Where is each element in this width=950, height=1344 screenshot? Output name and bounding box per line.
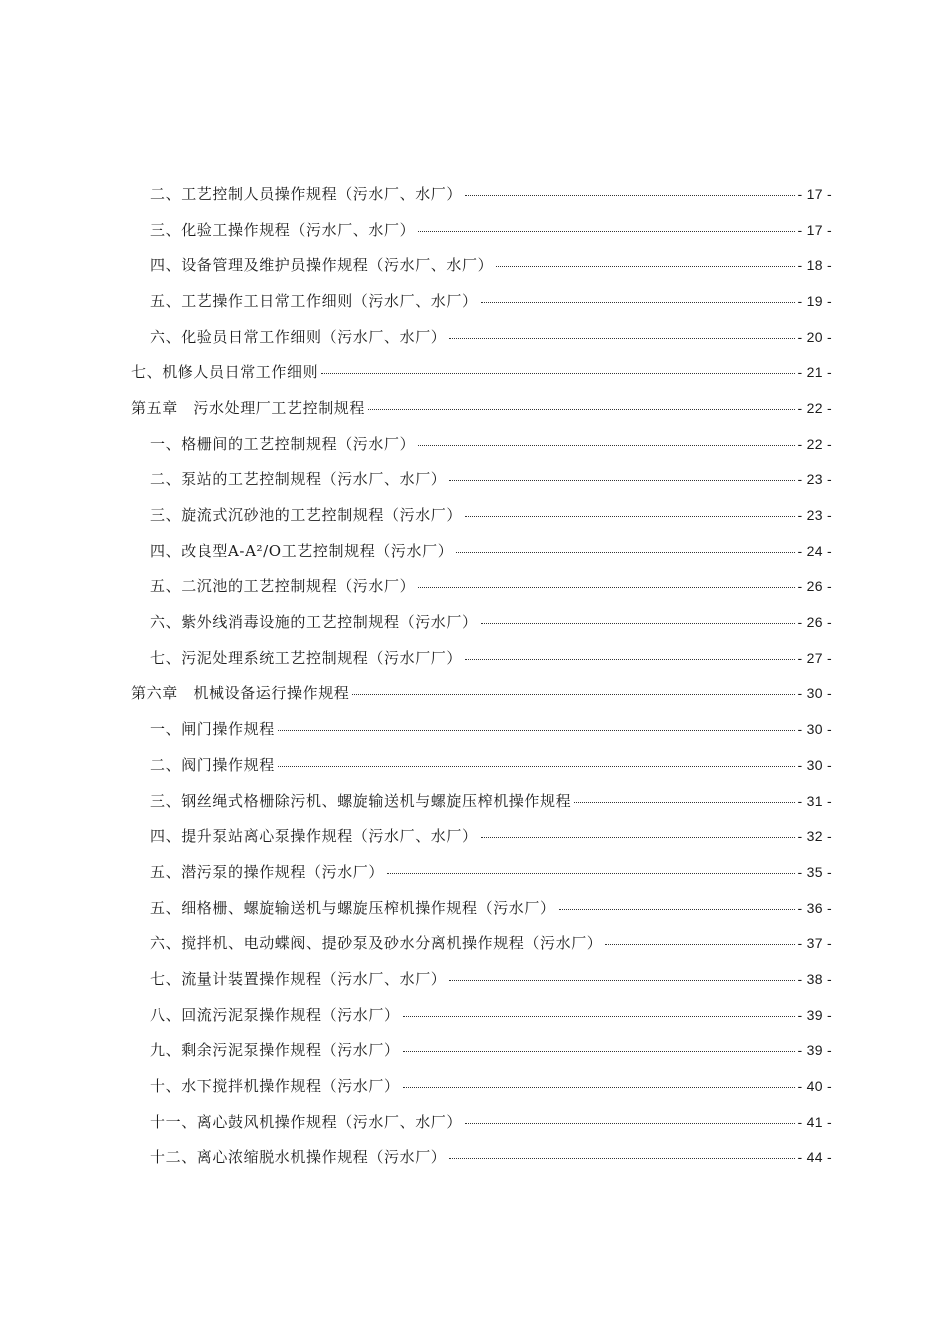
toc-page-number: - 24 - bbox=[797, 542, 832, 559]
toc-page-number: - 26 - bbox=[797, 578, 832, 595]
toc-entry-title[interactable]: 四、改良型A-A²/O工艺控制规程（污水厂） bbox=[150, 541, 454, 560]
toc-page-number: - 20 - bbox=[797, 328, 832, 345]
toc-entry-title[interactable]: 五、潜污泵的操作规程（污水厂） bbox=[150, 862, 385, 881]
toc-page-number: - 31 - bbox=[797, 792, 832, 809]
toc-dot-leader bbox=[481, 837, 795, 838]
toc-dot-leader bbox=[403, 1016, 795, 1017]
toc-dot-leader bbox=[418, 587, 794, 588]
toc-dot-leader bbox=[559, 909, 795, 910]
toc-entry[interactable] bbox=[0, 890, 950, 926]
toc-entry[interactable] bbox=[0, 426, 950, 462]
toc-dot-leader bbox=[496, 266, 794, 267]
toc-entry-line bbox=[150, 755, 832, 775]
toc-entry[interactable] bbox=[0, 1104, 950, 1140]
toc-dot-leader bbox=[481, 302, 795, 303]
toc-entry-line bbox=[150, 862, 832, 882]
toc-entry-title[interactable]: 十一、离心鼓风机操作规程（污水厂、水厂） bbox=[150, 1112, 463, 1131]
toc-entry-title[interactable]: 二、阀门操作规程 bbox=[150, 755, 275, 774]
toc-entry[interactable] bbox=[0, 533, 950, 569]
toc-page-number: - 40 - bbox=[797, 1078, 832, 1095]
toc-entry-line bbox=[150, 1112, 832, 1132]
toc-dot-leader bbox=[278, 766, 795, 767]
toc-entry[interactable] bbox=[0, 1140, 950, 1176]
toc-entry[interactable] bbox=[0, 783, 950, 819]
toc-entry[interactable] bbox=[0, 212, 950, 248]
toc-page-number: - 30 - bbox=[797, 721, 832, 738]
toc-entry-line bbox=[150, 898, 832, 918]
toc-entry-line bbox=[150, 1005, 832, 1025]
toc-entry[interactable] bbox=[0, 569, 950, 605]
toc-entry[interactable] bbox=[0, 818, 950, 854]
toc-entry[interactable] bbox=[0, 1068, 950, 1104]
toc-dot-leader bbox=[418, 231, 794, 232]
toc-entry-line bbox=[150, 1076, 832, 1096]
toc-entry-title[interactable]: 六、搅拌机、电动蝶阀、提砂泵及砂水分离机操作规程（污水厂） bbox=[150, 934, 603, 953]
toc-entry-title[interactable]: 三、钢丝绳式格栅除污机、螺旋输送机与螺旋压榨机操作规程 bbox=[150, 791, 572, 810]
toc-entry-title[interactable]: 十、水下搅拌机操作规程（污水厂） bbox=[150, 1077, 400, 1096]
toc-page-number: - 36 - bbox=[797, 899, 832, 916]
toc-entry-line bbox=[150, 220, 832, 240]
toc-entry-title[interactable]: 七、机修人员日常工作细则 bbox=[131, 363, 319, 382]
toc-entry-line bbox=[150, 434, 832, 454]
toc-entry-line bbox=[131, 362, 832, 382]
toc-entry-title[interactable]: 七、污泥处理系统工艺控制规程（污水厂厂） bbox=[150, 648, 463, 667]
toc-entry[interactable] bbox=[0, 747, 950, 783]
toc-dot-leader bbox=[449, 480, 794, 481]
toc-page-number: - 21 - bbox=[797, 364, 832, 381]
toc-entry-line bbox=[150, 576, 832, 596]
toc-entry-line bbox=[150, 541, 832, 561]
toc-page-number: - 30 - bbox=[797, 685, 832, 702]
toc-page-number: - 39 - bbox=[797, 1042, 832, 1059]
toc-page-number: - 39 - bbox=[797, 1006, 832, 1023]
toc-entry-title[interactable]: 五、工艺操作工日常工作细则（污水厂、水厂） bbox=[150, 291, 478, 310]
toc-entry-line bbox=[150, 255, 832, 275]
toc-entry-line bbox=[150, 469, 832, 489]
toc-entry-line bbox=[131, 683, 832, 703]
toc-entry-line bbox=[150, 826, 832, 846]
toc-entry-title[interactable]: 第五章 污水处理厂工艺控制规程 bbox=[131, 398, 366, 417]
toc-entry-title[interactable]: 八、回流污泥泵操作规程（污水厂） bbox=[150, 1005, 400, 1024]
toc-entry-line bbox=[150, 719, 832, 739]
toc-dot-leader bbox=[605, 944, 794, 945]
toc-page-number: - 30 - bbox=[797, 756, 832, 773]
toc-entry[interactable] bbox=[0, 462, 950, 498]
toc-page-number: - 35 - bbox=[797, 863, 832, 880]
toc-entry-title[interactable]: 六、化验员日常工作细则（污水厂、水厂） bbox=[150, 327, 447, 346]
toc-entry-title[interactable]: 四、设备管理及维护员操作规程（污水厂、水厂） bbox=[150, 256, 494, 275]
toc-dot-leader bbox=[465, 1123, 795, 1124]
toc-entry-title[interactable]: 四、提升泵站离心泵操作规程（污水厂、水厂） bbox=[150, 827, 478, 846]
toc-entry[interactable] bbox=[0, 390, 950, 426]
toc-entry-title[interactable]: 二、泵站的工艺控制规程（污水厂、水厂） bbox=[150, 470, 447, 489]
toc-entry-title[interactable]: 六、紫外线消毒设施的工艺控制规程（污水厂） bbox=[150, 613, 478, 632]
toc-entry[interactable] bbox=[0, 319, 950, 355]
toc-entry-line bbox=[150, 184, 832, 204]
toc-dot-leader bbox=[449, 980, 794, 981]
toc-entry-line bbox=[131, 398, 832, 418]
toc-entry-title[interactable]: 三、化验工操作规程（污水厂、水厂） bbox=[150, 220, 416, 239]
toc-entry-line bbox=[150, 648, 832, 668]
toc-page-number: - 22 - bbox=[797, 399, 832, 416]
toc-dot-leader bbox=[387, 873, 795, 874]
toc-page-number: - 44 - bbox=[797, 1149, 832, 1166]
toc-entry[interactable] bbox=[0, 961, 950, 997]
toc-page-number: - 26 - bbox=[797, 614, 832, 631]
toc-dot-leader bbox=[449, 338, 794, 339]
toc-entry[interactable] bbox=[0, 176, 950, 212]
toc-entry-line bbox=[150, 1147, 832, 1167]
toc-page-number: - 23 - bbox=[797, 507, 832, 524]
toc-entry-line bbox=[150, 291, 832, 311]
toc-entry-title[interactable]: 七、流量计装置操作规程（污水厂、水厂） bbox=[150, 969, 447, 988]
toc-entry-line bbox=[150, 791, 832, 811]
toc-dot-leader bbox=[403, 1051, 795, 1052]
toc-entry[interactable] bbox=[0, 283, 950, 319]
toc-entry-title[interactable]: 一、格栅间的工艺控制规程（污水厂） bbox=[150, 434, 416, 453]
toc-entry-title[interactable]: 九、剩余污泥泵操作规程（污水厂） bbox=[150, 1041, 400, 1060]
toc-page-number: - 23 - bbox=[797, 471, 832, 488]
toc-dot-leader bbox=[465, 659, 795, 660]
toc-entry-line bbox=[150, 969, 832, 989]
toc-entry-line bbox=[150, 1040, 832, 1060]
toc-entry[interactable] bbox=[0, 854, 950, 890]
toc-entry-line bbox=[150, 505, 832, 525]
toc-dot-leader bbox=[368, 409, 795, 410]
table-of-contents bbox=[0, 176, 950, 1175]
toc-entry-title[interactable]: 第六章 机械设备运行操作规程 bbox=[131, 684, 350, 703]
toc-entry[interactable] bbox=[0, 997, 950, 1033]
toc-dot-leader bbox=[456, 552, 794, 553]
toc-page-number: - 27 - bbox=[797, 649, 832, 666]
toc-entry-title[interactable]: 一、闸门操作规程 bbox=[150, 720, 275, 739]
toc-dot-leader bbox=[403, 1087, 795, 1088]
toc-entry-line bbox=[150, 612, 832, 632]
toc-entry[interactable] bbox=[0, 1033, 950, 1069]
toc-page-number: - 17 - bbox=[797, 221, 832, 238]
toc-page-number: - 22 - bbox=[797, 435, 832, 452]
toc-entry-title[interactable]: 二、工艺控制人员操作规程（污水厂、水厂） bbox=[150, 184, 463, 203]
toc-page-number: - 37 - bbox=[797, 935, 832, 952]
toc-dot-leader bbox=[321, 373, 794, 374]
toc-entry[interactable] bbox=[0, 640, 950, 676]
toc-entry-line bbox=[150, 933, 832, 953]
toc-entry[interactable] bbox=[0, 676, 950, 712]
toc-page-number: - 32 - bbox=[797, 828, 832, 845]
toc-entry-title[interactable]: 十二、离心浓缩脱水机操作规程（污水厂） bbox=[150, 1148, 447, 1167]
toc-dot-leader bbox=[278, 730, 795, 731]
toc-page-number: - 19 - bbox=[797, 292, 832, 309]
toc-entry[interactable] bbox=[0, 247, 950, 283]
toc-entry-title[interactable]: 三、旋流式沉砂池的工艺控制规程（污水厂） bbox=[150, 506, 463, 525]
toc-entry[interactable] bbox=[0, 604, 950, 640]
toc-entry[interactable] bbox=[0, 354, 950, 390]
toc-dot-leader bbox=[465, 516, 795, 517]
toc-page-number: - 17 - bbox=[797, 185, 832, 202]
toc-page-number: - 18 - bbox=[797, 257, 832, 274]
toc-dot-leader bbox=[418, 445, 794, 446]
toc-dot-leader bbox=[352, 694, 794, 695]
toc-dot-leader bbox=[574, 802, 794, 803]
toc-page-number: - 38 - bbox=[797, 970, 832, 987]
toc-entry-title[interactable]: 五、二沉池的工艺控制规程（污水厂） bbox=[150, 577, 416, 596]
toc-dot-leader bbox=[449, 1158, 794, 1159]
toc-dot-leader bbox=[481, 623, 795, 624]
toc-entry-title[interactable]: 五、细格栅、螺旋输送机与螺旋压榨机操作规程（污水厂） bbox=[150, 898, 556, 917]
toc-entry[interactable] bbox=[0, 497, 950, 533]
toc-dot-leader bbox=[465, 195, 795, 196]
toc-entry[interactable] bbox=[0, 925, 950, 961]
toc-page-number: - 41 - bbox=[797, 1113, 832, 1130]
toc-entry-line bbox=[150, 327, 832, 347]
toc-entry[interactable] bbox=[0, 711, 950, 747]
